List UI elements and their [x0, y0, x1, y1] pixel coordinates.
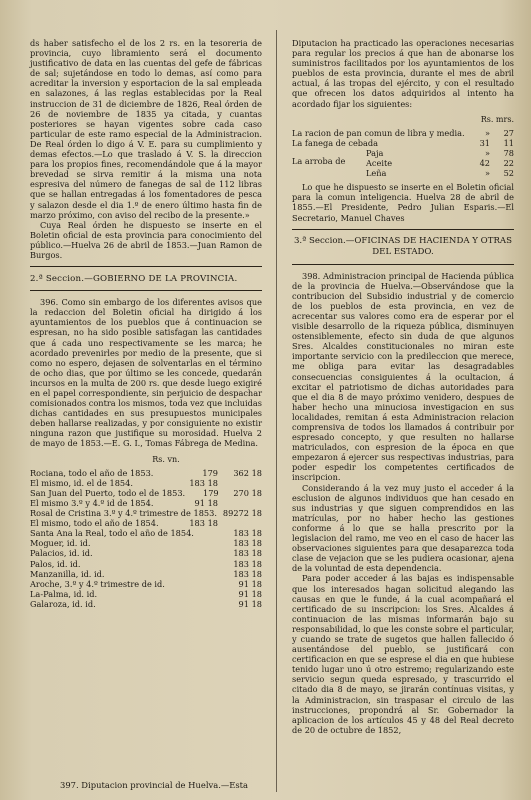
maravedis-cell: 78: [503, 147, 514, 158]
maravedis-cell: 11: [503, 137, 514, 148]
total-cell: 91 18: [238, 598, 262, 609]
maravedis-cell: 22: [503, 158, 514, 169]
amount-cell: 183 18: [189, 518, 218, 529]
reales-cell: »: [484, 147, 490, 158]
town-label: Palos, id. id.: [30, 558, 81, 569]
item-label: Aceite: [366, 158, 393, 169]
town-label: Manzanilla, id. id.: [30, 568, 105, 579]
maravedis-cell: 52: [503, 168, 514, 179]
table-row: [30, 528, 262, 538]
table-row: [30, 468, 262, 478]
town-label: Moguer, id. id.: [30, 538, 91, 549]
town-label: Santa Ana la Real, todo el año de 1854.: [30, 528, 194, 539]
section-title: 2.ª Seccion.—GOBIERNO DE LA PROVINCIA.: [30, 274, 238, 285]
divider: [292, 264, 514, 265]
table-row: [30, 518, 262, 528]
table-row: [30, 498, 262, 508]
paragraph: 396. Como sin embargo de los diferentes avisos que la redaccion del Boletin oficial ha dirigido á los ayuntamientos de los pueblos que á continuacion se espresan, no ha sido posible satisfagan las cantidades que á cada uno respectivamente se les marca; he acordado prevenirles por medio de la presente, que si como no espero, dejasen de solventarlas en el término de ocho dias, que por último se les concede, quedarán incursos en la multa de 200 rs. que desde luego exigiré en el papel correspondiente, sin perjuicio de despachar comisionados contra los mismos, toda vez que incluidas dichas cantidades en sus presupuestos municipales deben hallarse realizadas, y por consiguiente no existir ninguna razon que justifique su morosidad. Huelva 2 de mayo de 1853.—E. G. I., Tomas Fábrega de Medina.: [30, 297, 262, 449]
total-cell: 362 18: [233, 467, 262, 478]
total-cell: [218, 498, 262, 508]
paragraph: Considerando á la vez muy justo el acceder á la esclusion de algunos individuos que han cesado en sus industrias y que siguen comprendidos en las matrículas, por no haber hecho las gestiones conforme á lo que se halla prescrito por la legislacion del ramo, me veo en el caso de hacer las observaciones siguientes para que desaparezca toda clase de vejacion que se les pudiera ocasionar, ajena de la voluntad de esta dependencia.: [292, 482, 514, 574]
section-title: 3.ª Seccion.—OFICINAS DE HACIENDA Y OTRAS DEL ESTADO.: [293, 235, 513, 257]
total-cell: 183 18: [233, 528, 262, 539]
amount-cell: [184, 538, 218, 548]
amount-cell: 89: [222, 508, 234, 519]
divider: [30, 290, 262, 291]
total-cell: 183 18: [233, 548, 262, 559]
town-label: El mismo 3.º y 4.º id de 1854.: [30, 497, 154, 508]
reales-cell: »: [484, 168, 490, 179]
amount-cell: 183 18: [189, 477, 218, 488]
town-label: San Juan del Puerto, todo el de 1853.: [30, 487, 186, 498]
total-cell: 183 18: [233, 558, 262, 569]
total-cell: [218, 518, 262, 528]
price-table: [292, 128, 514, 178]
column-divider: [276, 30, 277, 792]
maravedis-cell: 27: [503, 127, 514, 138]
price-row: [292, 168, 514, 178]
table-row: [30, 579, 262, 589]
total-cell: [218, 478, 262, 488]
table-row: [30, 478, 262, 488]
item-label: La fanega de cebada: [292, 137, 379, 148]
amount-cell: 179: [203, 487, 219, 498]
town-label: Palacios, id. id.: [30, 548, 93, 559]
table-header: Rs. vn.: [152, 454, 180, 464]
town-label: El mismo, id. el de 1854.: [30, 477, 133, 488]
town-label: Galaroza, id. id.: [30, 598, 96, 609]
table-row: [30, 508, 262, 518]
item-label: Paja: [366, 147, 384, 158]
paragraph: Lo que he dispuesto se inserte en el Boletin oficial para la comun inteligencia. Huelva 28 de abril de 1855.—El Presidente, Pedro Julian Esparis.—El Secretario, Manuel Chaves: [292, 182, 514, 223]
amount-cell: [184, 548, 218, 558]
total-cell: 91 18: [238, 578, 262, 589]
amount-cell: [184, 569, 218, 579]
price-header: Rs. mrs.: [480, 114, 514, 124]
amount-cell: 91 18: [194, 497, 218, 508]
table-row: [30, 548, 262, 558]
table-row: [30, 538, 262, 548]
arroba-label: La arroba de: [292, 156, 346, 167]
table-row: [30, 488, 262, 498]
reales-cell: 31: [479, 137, 490, 148]
debt-table: [30, 468, 262, 609]
paragraph: Para poder acceder á las bajas es indispensable que los interesados hagan solicitud alegando las causas en que le funde, á la cual acompañará el certificado de su inscripcion: los Sres. Alcaldes á continuacion de las mismas informarán bajo su responsabilidad, lo que les conste sobre el particular, y cuando se trate de sugetos que hallen fallecido ó ausentándose del pueblo, se justificará con certificacion en que se esprese el dia en que hubiese tenido lugar uno ú otro estremo; regularizando este servicio segun queda espresado, y trascurrido el citado dia 8 de mayo, se jirarán contínuas visitas, y la Administracion, sin traspasar el circulo de las instrucciones, propondrá al Sr. Gobernador la aplicacion de los artículos 45 y 48 del Real decreto de 20 de octubre de 1852,: [292, 573, 514, 735]
total-cell: 91 18: [238, 588, 262, 599]
paragraph: ds haber satisfecho el de los 2 rs. en la tesoreria de provincia, cuyo libramiento será el documento justificativo de data en las cuentas del gefe de fábricas de sal; sujetándose en todo lo demas, así como para acreditar la inversion y esportacion de la sal empleada en salazones, á las reglas establecidas por la Real instruccion de 31 de diciembre de 1826, Real órden de 26 de noviembre de 1835 ya citada, y cuantas posteriores se hayan vigentes sobre cada caso particular de este ramo especial de la Administracion. De Real órden lo digo á V. E. para su cumplimiento y demas efectos.—Lo que traslado á V. S. la direccion para los propios fines, recomendándole que á la mayor brevedad se sirva remitir á la misma una nota espresiva del número de fanegas de sal de 112 libras que se hallan entregadas á los fomentadores de pesca y salazon desde el dia 1.º de enero último hasta fin de marzo próximo, con aviso del recibo de la presente.»: [30, 38, 262, 220]
paragraph: Diputacion ha practicado las operaciones necesarias para regular los precios á que han de abonarse los suministros facilitados por los ayuntamientos de los pueblos de esta provincia, durante el mes de abril actual, á las tropas del ejército, y con el resultado que ofrecen los datos adquiridos al intento ha acordado fijar los siguientes:: [292, 38, 514, 109]
price-row: [292, 128, 514, 138]
table-row: [30, 559, 262, 569]
reales-cell: 42: [479, 158, 490, 169]
amount-cell: [194, 528, 224, 538]
total-cell: 270 18: [233, 487, 262, 498]
total-cell: 183 18: [233, 538, 262, 549]
town-label: Aroche, 3.º y 4.º trimestre de id.: [30, 578, 165, 589]
amount-cell: 179: [202, 467, 218, 478]
left-column: [30, 38, 262, 796]
table-row: [30, 599, 262, 609]
town-label: El mismo, todo el año de 1854.: [30, 518, 159, 529]
reales-cell: »: [484, 127, 490, 138]
item-label: Leña: [366, 168, 387, 179]
paragraph: Cuya Real órden he dispuesto se inserte en el Boletin oficial de esta provincia para conocimiento del público.—Huelva 26 de abril de 1853.—Juan Ramon de Burgos.: [30, 219, 262, 260]
right-column: [292, 38, 514, 796]
item-label: La racion de pan comun de libra y media.: [292, 127, 465, 138]
amount-cell: [184, 599, 218, 609]
paragraph: 398. Administracion principal de Hacienda pública de la provincia de Huelva.—Observándose que la contribucion del Subsidio industrial y de comercio de los pueblos de esta provincia, en vez de acrecentar sus valores como era de esperar por el visible desarrollo de la riqueza pública, disminuyen ostensiblemente, efecto sin duda de que algunos Sres. Alcaldes constitucionales no miran este importante servicio con la predileccion que merece, me obliga para evitar las desagradables consecuencias consiguientes á la ocultacion, á excitar el patriotismo de dichas autoridades para que el dia 8 de mayo próximo venidero, despues de haber hecho una minuciosa investigacion en sus localidades, remitan á esta Administracion relacion comprensiva de todos los llamados á contribuir por espresado concepto, y que resulten no hallarse matriculados, con espresion de la época en que empezaron á ejercer sus respectivas industrias, para poder espedir los competentes certificados de inscripcion.: [292, 270, 514, 483]
town-label: Rosal de Cristina 3.º y 4.º trimestre de 1853.: [30, 508, 217, 519]
town-label: Rociana, todo el año de 1853.: [30, 467, 154, 478]
total-cell: 183 18: [233, 568, 262, 579]
amount-cell: [184, 589, 218, 599]
table-row: [30, 569, 262, 579]
divider: [292, 229, 514, 230]
town-label: La-Palma, id. id.: [30, 588, 98, 599]
amount-cell: [184, 579, 218, 589]
price-row: [292, 138, 514, 148]
divider: [30, 266, 262, 267]
amount-cell: [184, 559, 218, 569]
total-cell: 272 18: [233, 508, 262, 519]
table-row: [30, 589, 262, 599]
footer-line: 397. Diputacion provincial de Huelva.—Esta: [60, 780, 249, 790]
